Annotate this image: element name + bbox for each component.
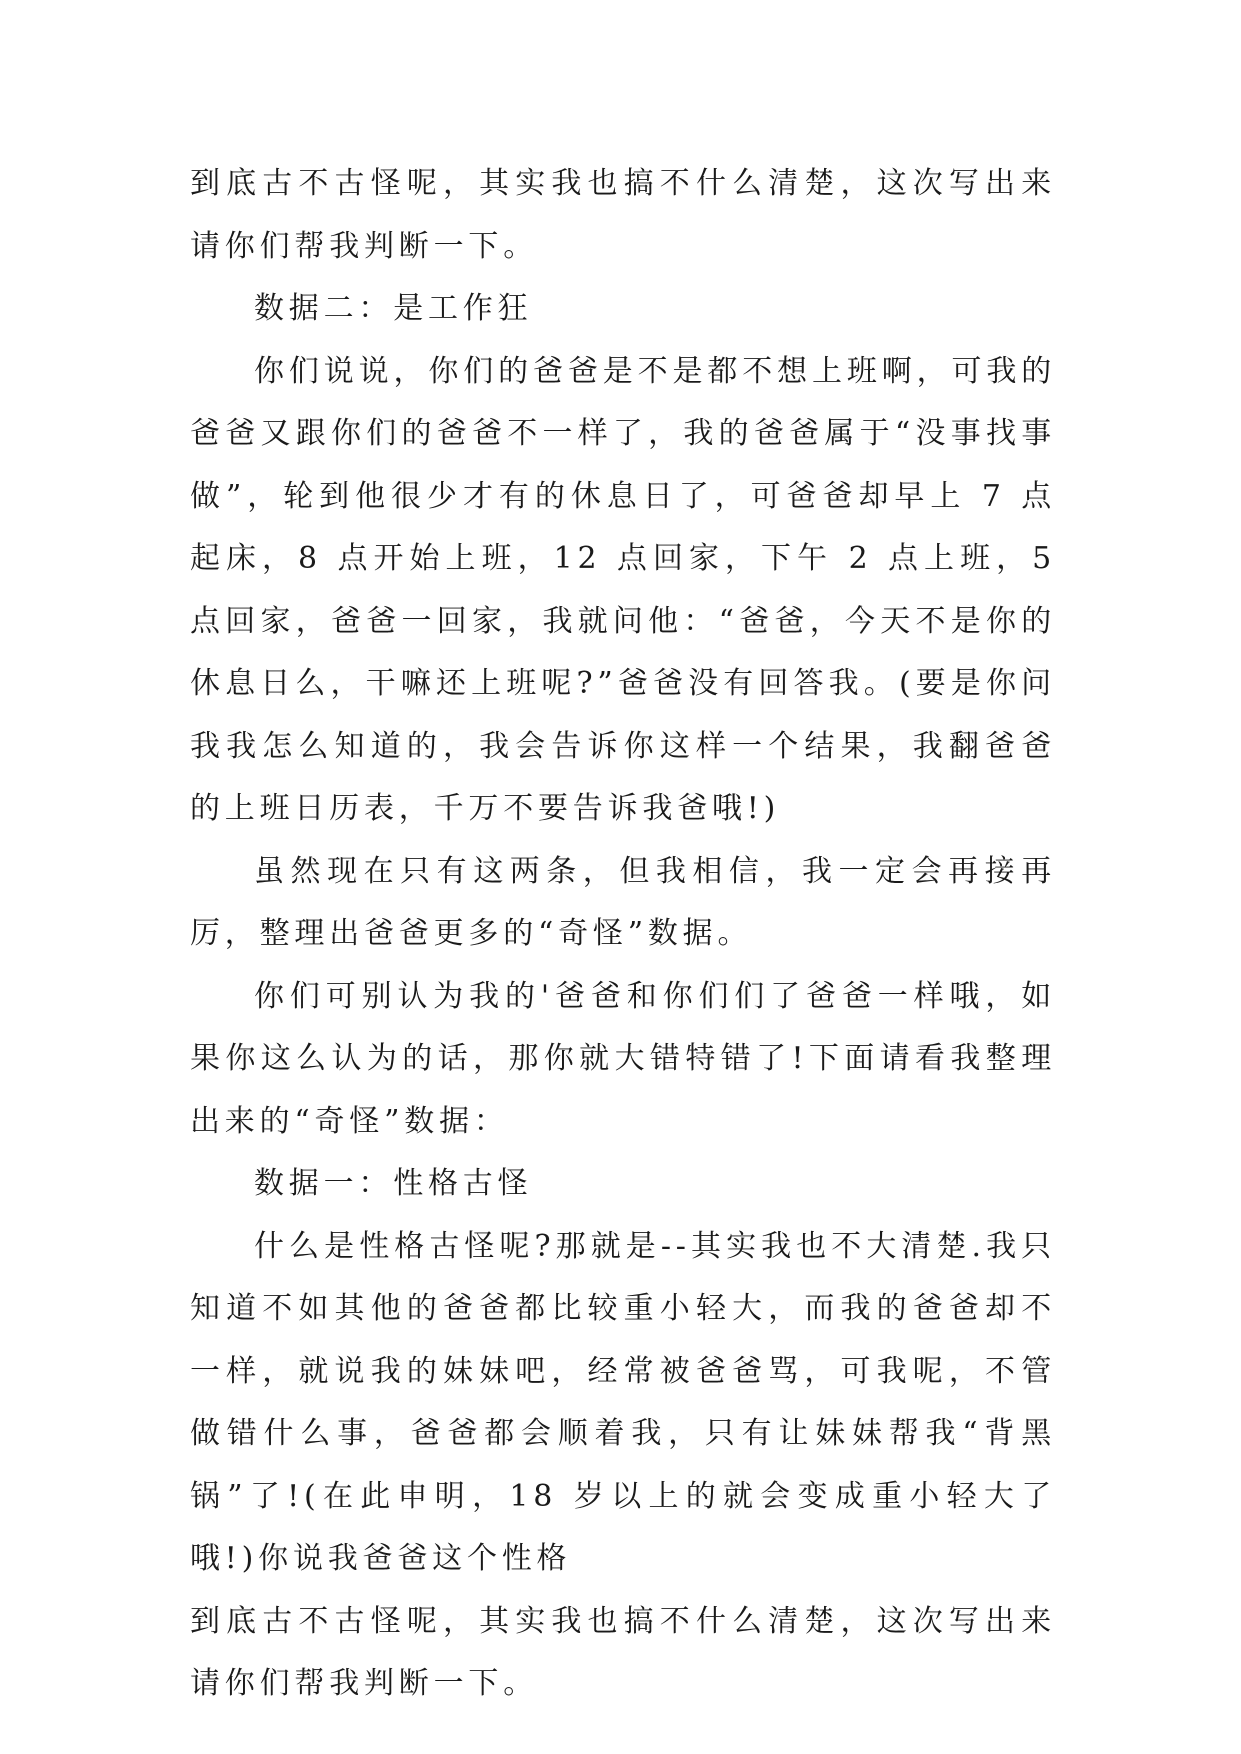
document-body [190,153,1056,1716]
paragraph-summary: 虽然现在只有这两条，但我相信，我一定会再接再厉，整理出爸爸更多的“奇怪”数据。 [190,853,1056,951]
paragraph-continued-bottom: 到底古不古怪呢，其实我也搞不什么清楚，这次写出来请你们帮我判断一下。 [190,1603,1056,1701]
paragraph-continued-top: 到底古不古怪呢，其实我也搞不什么清楚，这次写出来请你们帮我判断一下。 [190,166,1056,264]
paragraph-workaholic: 你们说说，你们的爸爸是不是都不想上班啊，可我的爸爸又跟你们的爸爸不一样了，我的爸爸属于“没事找事做”，轮到他很少才有的休息日了，可爸爸却早上 7 点起床，8 点开始上班，12 点回家，下午 2 点上班，5 点回家，爸爸一回家，我就问他：“爸爸，今天不是你的休息日么，干嘛还上班呢?”爸爸没有回答我。(要是你问我我怎么知道的，我会告诉你这样一个结果，我翻爸爸的上班日历表，千万不要告诉我爸哦!) [190,353,1056,826]
paragraph-intro: 你们可别认为我的'爸爸和你们们了爸爸一样哦，如果你这么认为的话，那你就大错特错了!下面请看我整理出来的“奇怪”数据： [190,978,1056,1139]
heading-data-one: 数据一：性格古怪 [254,1166,533,1201]
heading-data-two: 数据二：是工作狂 [254,291,533,326]
paragraph-personality: 什么是性格古怪呢?那就是--其实我也不大清楚.我只知道不如其他的爸爸都比较重小轻大，而我的爸爸却不一样，就说我的妹妹吧，经常被爸爸骂，可我呢，不管做错什么事，爸爸都会顺着我，只有让妹妹帮我“背黑锅”了!(在此申明，18 岁以上的就会变成重小轻大了哦!)你说我爸爸这个性格 [190,1228,1056,1576]
